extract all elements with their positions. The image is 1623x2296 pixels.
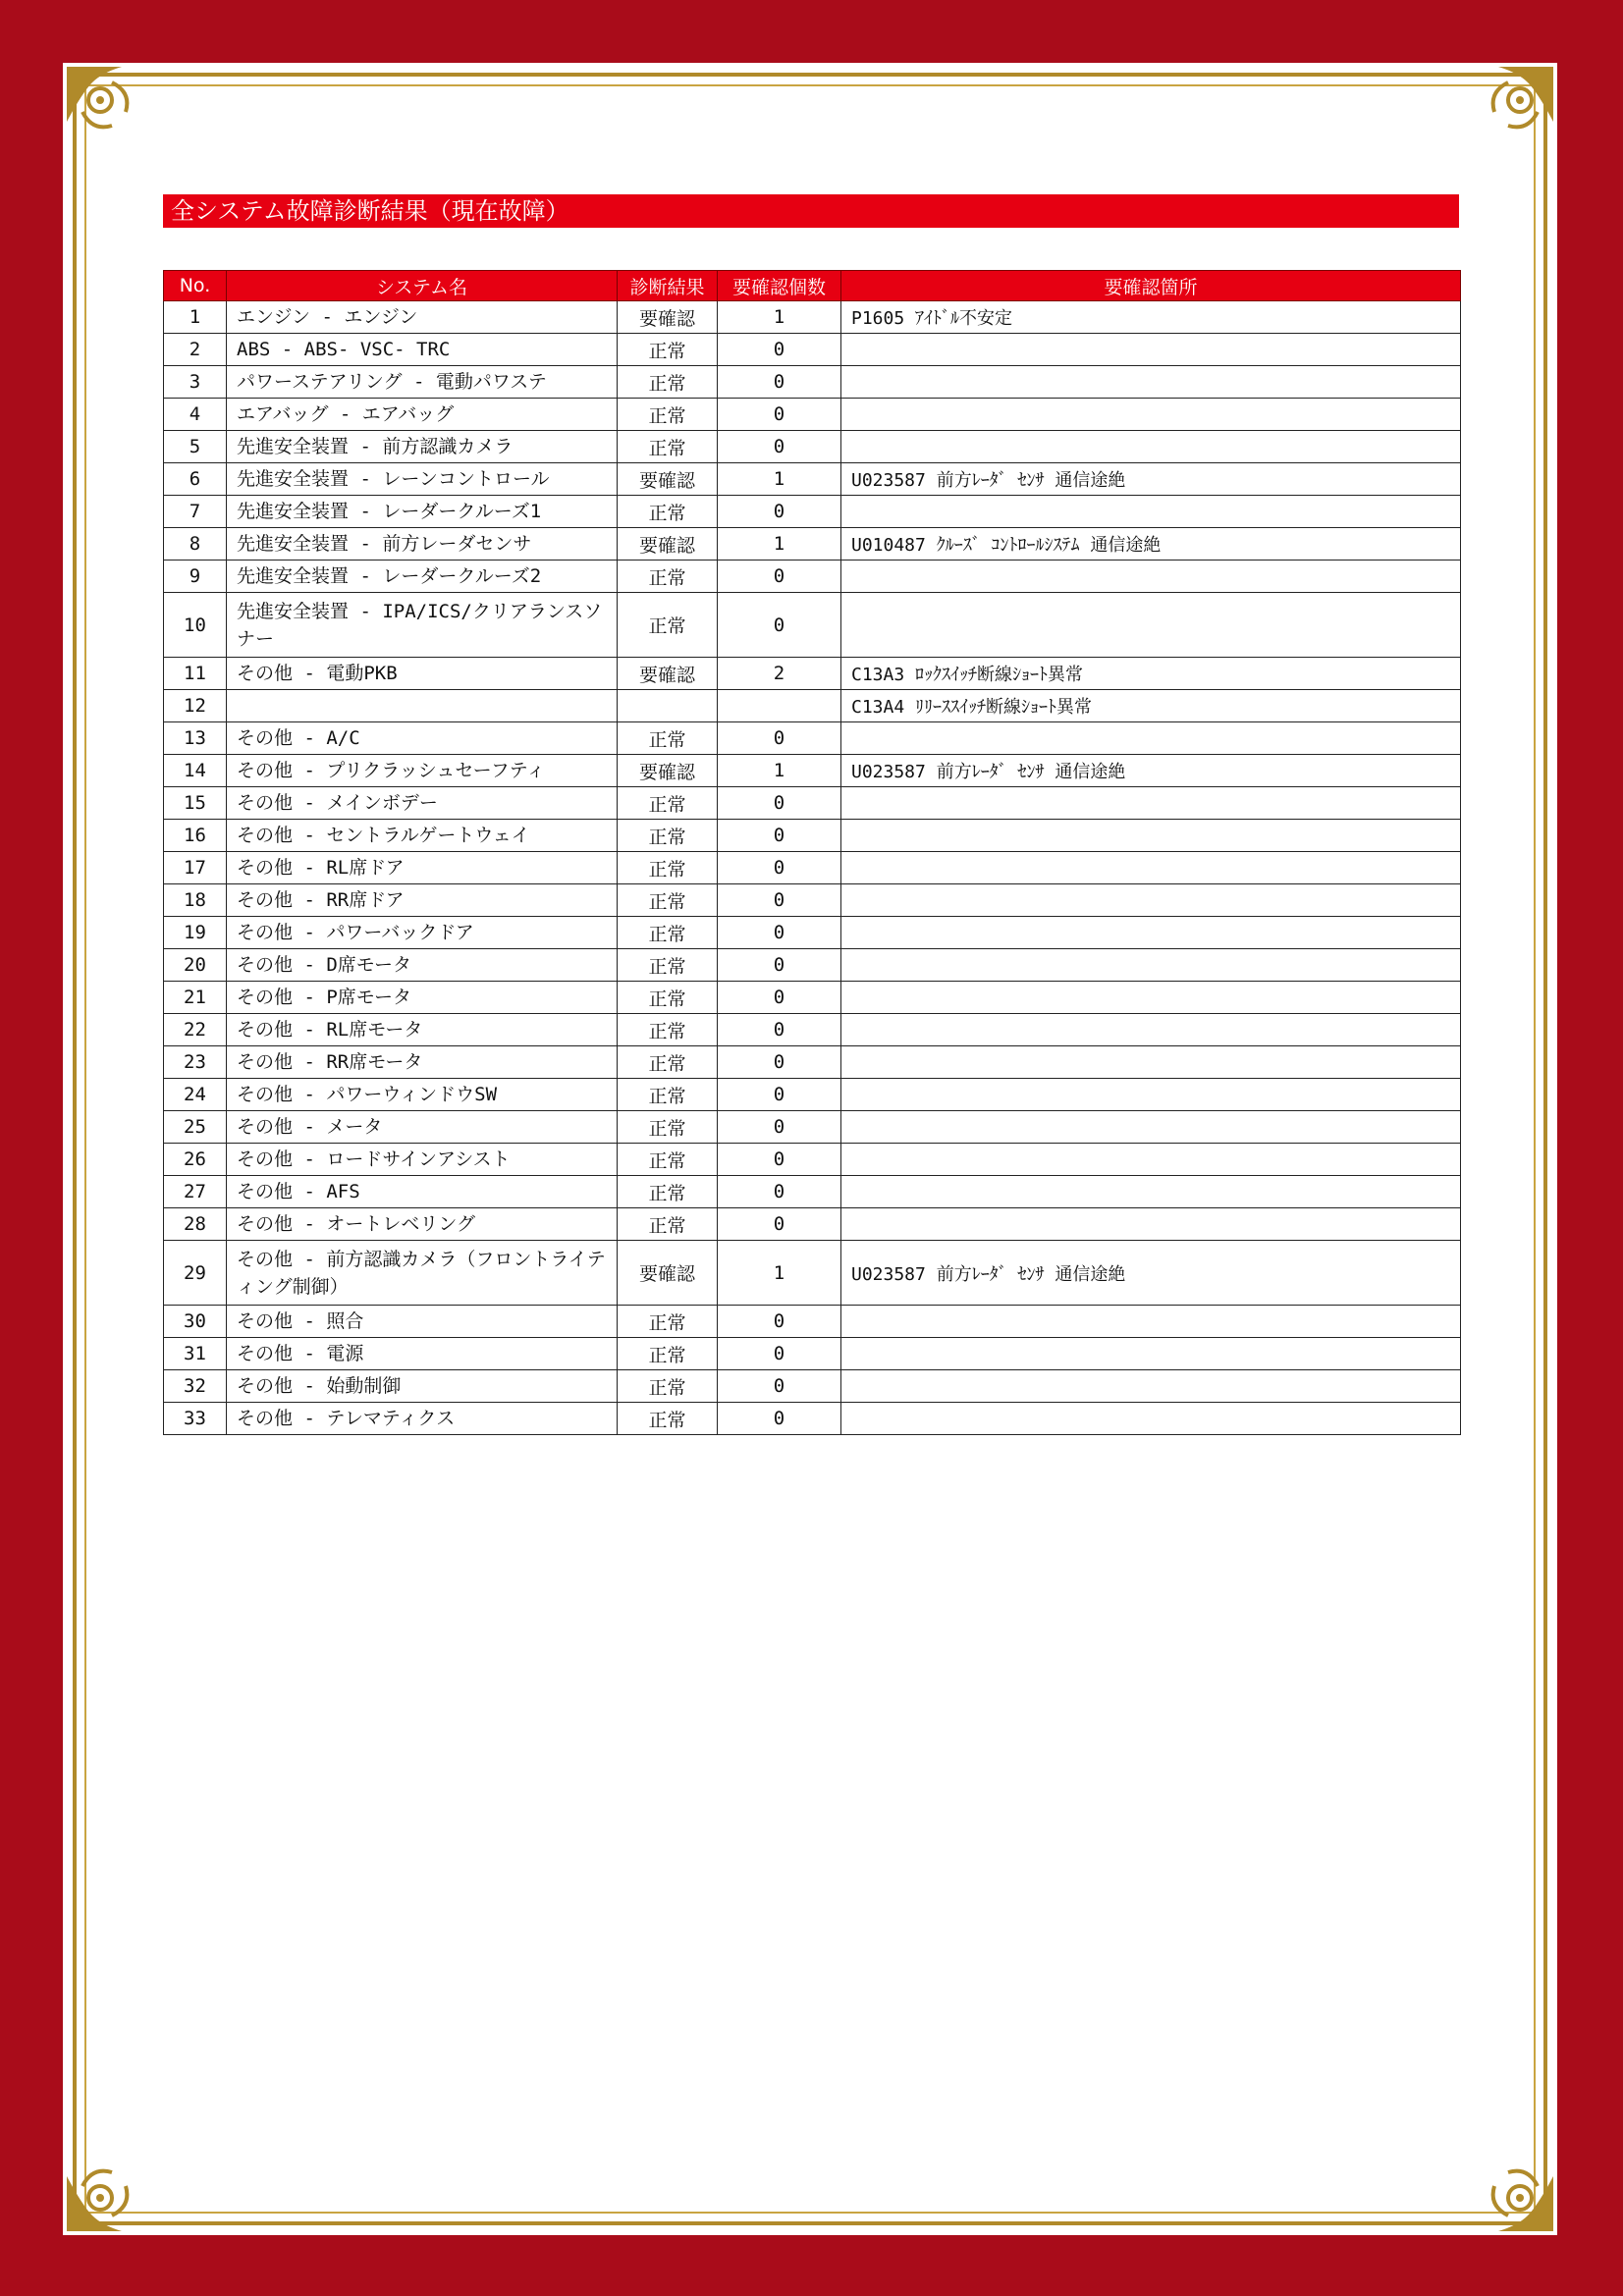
cell-no: 26	[164, 1144, 227, 1176]
cell-result: 要確認	[618, 301, 718, 334]
cell-system-name: パワーステアリング - 電動パワステ	[227, 366, 618, 399]
cell-result: 正常	[618, 820, 718, 852]
cell-no: 15	[164, 787, 227, 820]
cell-no: 17	[164, 852, 227, 884]
cell-check-location	[841, 982, 1461, 1014]
cell-check-count: 1	[718, 463, 841, 496]
cell-check-location	[841, 561, 1461, 593]
table-row	[164, 1306, 1461, 1338]
cell-no: 31	[164, 1338, 227, 1370]
cell-check-location	[841, 334, 1461, 366]
cell-check-location: U023587 前方ﾚｰﾀﾞ ｾﾝｻ 通信途絶	[841, 755, 1461, 787]
cell-system-name: その他 - パワーバックドア	[227, 917, 618, 949]
cell-check-count: 0	[718, 949, 841, 982]
header-system-name: システム名	[227, 271, 618, 301]
cell-check-count: 0	[718, 1144, 841, 1176]
cell-result: 正常	[618, 593, 718, 658]
table-row	[164, 1176, 1461, 1208]
cell-check-count: 0	[718, 982, 841, 1014]
cell-check-count: 0	[718, 884, 841, 917]
cell-check-count: 1	[718, 528, 841, 561]
header-no: No.	[164, 271, 227, 301]
cell-check-count: 1	[718, 1241, 841, 1306]
cell-system-name: その他 - AFS	[227, 1176, 618, 1208]
cell-no: 19	[164, 917, 227, 949]
diagnosis-table	[163, 270, 1461, 1435]
cell-check-location	[841, 399, 1461, 431]
cell-result: 正常	[618, 366, 718, 399]
table-row	[164, 1111, 1461, 1144]
cell-check-location	[841, 884, 1461, 917]
cell-no: 11	[164, 658, 227, 690]
cell-result: 正常	[618, 884, 718, 917]
table-row	[164, 301, 1461, 334]
cell-system-name	[227, 690, 618, 722]
cell-check-count: 0	[718, 787, 841, 820]
cell-no: 10	[164, 593, 227, 658]
cell-system-name: その他 - P席モータ	[227, 982, 618, 1014]
table-row	[164, 431, 1461, 463]
cell-result: 正常	[618, 1338, 718, 1370]
cell-no: 20	[164, 949, 227, 982]
cell-result: 正常	[618, 1079, 718, 1111]
cell-system-name: その他 - セントラルゲートウェイ	[227, 820, 618, 852]
cell-system-name: その他 - メインボデー	[227, 787, 618, 820]
cell-check-location	[841, 787, 1461, 820]
cell-system-name: その他 - オートレベリング	[227, 1208, 618, 1241]
ornament-corner-bottom-right	[1463, 2141, 1557, 2235]
cell-system-name: エアバッグ - エアバッグ	[227, 399, 618, 431]
cell-result: 正常	[618, 1403, 718, 1435]
cell-no: 7	[164, 496, 227, 528]
cell-result: 要確認	[618, 658, 718, 690]
cell-result: 正常	[618, 982, 718, 1014]
cell-system-name: その他 - ロードサインアシスト	[227, 1144, 618, 1176]
cell-check-count: 0	[718, 1014, 841, 1046]
ornament-corner-top-left	[63, 63, 157, 157]
cell-check-location: U023587 前方ﾚｰﾀﾞ ｾﾝｻ 通信途絶	[841, 1241, 1461, 1306]
cell-check-count: 1	[718, 755, 841, 787]
cell-system-name: その他 - RR席モータ	[227, 1046, 618, 1079]
cell-no: 6	[164, 463, 227, 496]
table-row	[164, 820, 1461, 852]
cell-check-location	[841, 820, 1461, 852]
cell-check-location	[841, 1208, 1461, 1241]
cell-system-name: その他 - A/C	[227, 722, 618, 755]
table-row	[164, 787, 1461, 820]
cell-check-location: P1605 ｱｲﾄﾞﾙ不安定	[841, 301, 1461, 334]
cell-check-location	[841, 1014, 1461, 1046]
table-row	[164, 1403, 1461, 1435]
cell-result: 正常	[618, 399, 718, 431]
cell-check-count: 0	[718, 561, 841, 593]
cell-no: 2	[164, 334, 227, 366]
cell-result: 要確認	[618, 528, 718, 561]
cell-result: 正常	[618, 722, 718, 755]
cell-check-count: 0	[718, 366, 841, 399]
cell-check-location	[841, 1403, 1461, 1435]
cell-result: 正常	[618, 1370, 718, 1403]
cell-check-count: 0	[718, 1176, 841, 1208]
cell-no: 12	[164, 690, 227, 722]
cell-check-count: 0	[718, 1111, 841, 1144]
cell-check-count: 0	[718, 1338, 841, 1370]
cell-no: 30	[164, 1306, 227, 1338]
cell-check-location	[841, 1144, 1461, 1176]
cell-no: 1	[164, 301, 227, 334]
table-row	[164, 561, 1461, 593]
cell-check-count: 0	[718, 334, 841, 366]
cell-result	[618, 690, 718, 722]
cell-check-count: 0	[718, 1079, 841, 1111]
cell-no: 3	[164, 366, 227, 399]
cell-check-location	[841, 949, 1461, 982]
cell-result: 正常	[618, 917, 718, 949]
table-row	[164, 1014, 1461, 1046]
table-row	[164, 463, 1461, 496]
cell-system-name: その他 - 始動制御	[227, 1370, 618, 1403]
cell-system-name: ABS - ABS- VSC- TRC	[227, 334, 618, 366]
cell-result: 正常	[618, 1306, 718, 1338]
cell-result: 正常	[618, 431, 718, 463]
cell-system-name: その他 - RL席モータ	[227, 1014, 618, 1046]
cell-check-count: 0	[718, 722, 841, 755]
cell-check-location: C13A4 ﾘﾘｰｽｽｲｯﾁ断線ｼｮｰﾄ異常	[841, 690, 1461, 722]
table-row	[164, 917, 1461, 949]
cell-check-location	[841, 1111, 1461, 1144]
cell-result: 正常	[618, 949, 718, 982]
cell-result: 正常	[618, 1144, 718, 1176]
cell-system-name: 先進安全装置 - 前方認識カメラ	[227, 431, 618, 463]
cell-system-name: その他 - RL席ドア	[227, 852, 618, 884]
cell-no: 29	[164, 1241, 227, 1306]
cell-check-location	[841, 1338, 1461, 1370]
cell-system-name: 先進安全装置 - レーンコントロール	[227, 463, 618, 496]
cell-result: 正常	[618, 787, 718, 820]
cell-check-location	[841, 852, 1461, 884]
cell-no: 9	[164, 561, 227, 593]
table-row	[164, 884, 1461, 917]
cell-no: 21	[164, 982, 227, 1014]
table-row	[164, 1241, 1461, 1306]
table-row	[164, 334, 1461, 366]
cell-check-count: 1	[718, 301, 841, 334]
cell-system-name: 先進安全装置 - IPA/ICS/クリアランスソナー	[227, 593, 618, 658]
report-title: 全システム故障診断結果（現在故障）	[163, 194, 1459, 228]
cell-check-count: 0	[718, 917, 841, 949]
cell-no: 4	[164, 399, 227, 431]
cell-no: 5	[164, 431, 227, 463]
table-row	[164, 1338, 1461, 1370]
cell-check-location: U023587 前方ﾚｰﾀﾞ ｾﾝｻ 通信途絶	[841, 463, 1461, 496]
cell-result: 正常	[618, 561, 718, 593]
ornament-corner-top-right	[1463, 63, 1557, 157]
table-row	[164, 690, 1461, 722]
cell-check-count: 0	[718, 1046, 841, 1079]
cell-system-name: その他 - RR席ドア	[227, 884, 618, 917]
table-row	[164, 399, 1461, 431]
cell-check-location: U010487 ｸﾙｰｽﾞ ｺﾝﾄﾛｰﾙｼｽﾃﾑ 通信途絶	[841, 528, 1461, 561]
cell-check-location	[841, 917, 1461, 949]
table-row	[164, 528, 1461, 561]
cell-check-count: 0	[718, 1370, 841, 1403]
cell-check-count: 0	[718, 1403, 841, 1435]
cell-no: 25	[164, 1111, 227, 1144]
cell-no: 13	[164, 722, 227, 755]
table-row	[164, 1079, 1461, 1111]
header-check-location: 要確認箇所	[841, 271, 1461, 301]
table-row	[164, 658, 1461, 690]
table-row	[164, 982, 1461, 1014]
cell-check-location	[841, 1079, 1461, 1111]
table-row	[164, 593, 1461, 658]
cell-check-location	[841, 496, 1461, 528]
header-result: 診断結果	[618, 271, 718, 301]
cell-system-name: その他 - D席モータ	[227, 949, 618, 982]
cell-result: 正常	[618, 1046, 718, 1079]
ornament-corner-bottom-left	[63, 2141, 157, 2235]
cell-check-location	[841, 1370, 1461, 1403]
cell-no: 8	[164, 528, 227, 561]
table-row	[164, 1208, 1461, 1241]
cell-result: 正常	[618, 1111, 718, 1144]
table-row	[164, 755, 1461, 787]
cell-system-name: その他 - 電源	[227, 1338, 618, 1370]
cell-system-name: 先進安全装置 - レーダークルーズ2	[227, 561, 618, 593]
cell-check-location	[841, 722, 1461, 755]
cell-no: 32	[164, 1370, 227, 1403]
cell-check-location	[841, 593, 1461, 658]
table-row	[164, 1370, 1461, 1403]
cell-no: 24	[164, 1079, 227, 1111]
table-row	[164, 1046, 1461, 1079]
cell-no: 18	[164, 884, 227, 917]
cell-result: 正常	[618, 1208, 718, 1241]
cell-system-name: その他 - テレマティクス	[227, 1403, 618, 1435]
cell-check-location	[841, 1046, 1461, 1079]
cell-result: 正常	[618, 1176, 718, 1208]
cell-check-count: 0	[718, 496, 841, 528]
table-row	[164, 1144, 1461, 1176]
cell-result: 要確認	[618, 1241, 718, 1306]
cell-no: 28	[164, 1208, 227, 1241]
cell-system-name: その他 - プリクラッシュセーフティ	[227, 755, 618, 787]
cell-system-name: 先進安全装置 - 前方レーダセンサ	[227, 528, 618, 561]
cell-check-count: 0	[718, 1208, 841, 1241]
cell-check-location	[841, 1306, 1461, 1338]
cell-check-count: 0	[718, 820, 841, 852]
table-row	[164, 852, 1461, 884]
table-body	[164, 301, 1461, 1435]
cell-check-count: 0	[718, 1306, 841, 1338]
cell-system-name: その他 - パワーウィンドウSW	[227, 1079, 618, 1111]
cell-check-count: 0	[718, 852, 841, 884]
cell-result: 正常	[618, 334, 718, 366]
cell-check-count: 2	[718, 658, 841, 690]
table-row	[164, 496, 1461, 528]
cell-no: 14	[164, 755, 227, 787]
cell-no: 33	[164, 1403, 227, 1435]
table-row	[164, 722, 1461, 755]
cell-no: 16	[164, 820, 227, 852]
cell-check-count: 0	[718, 399, 841, 431]
table-header-row	[164, 271, 1461, 301]
cell-system-name: その他 - メータ	[227, 1111, 618, 1144]
cell-system-name: その他 - 電動PKB	[227, 658, 618, 690]
cell-result: 正常	[618, 496, 718, 528]
cell-result: 要確認	[618, 755, 718, 787]
header-check-count: 要確認個数	[718, 271, 841, 301]
cell-system-name: その他 - 照合	[227, 1306, 618, 1338]
cell-system-name: エンジン - エンジン	[227, 301, 618, 334]
cell-check-location	[841, 366, 1461, 399]
cell-check-count: 0	[718, 431, 841, 463]
cell-no: 22	[164, 1014, 227, 1046]
cell-check-location	[841, 431, 1461, 463]
table-row	[164, 366, 1461, 399]
cell-result: 正常	[618, 1014, 718, 1046]
cell-result: 正常	[618, 852, 718, 884]
cell-result: 要確認	[618, 463, 718, 496]
cell-system-name: 先進安全装置 - レーダークルーズ1	[227, 496, 618, 528]
cell-check-location	[841, 1176, 1461, 1208]
cell-no: 27	[164, 1176, 227, 1208]
table-row	[164, 949, 1461, 982]
cell-check-count: 0	[718, 593, 841, 658]
cell-check-count	[718, 690, 841, 722]
cell-check-location: C13A3 ﾛｯｸｽｲｯﾁ断線ｼｮｰﾄ異常	[841, 658, 1461, 690]
cell-system-name: その他 - 前方認識カメラ（フロントライティング制御）	[227, 1241, 618, 1306]
cell-no: 23	[164, 1046, 227, 1079]
